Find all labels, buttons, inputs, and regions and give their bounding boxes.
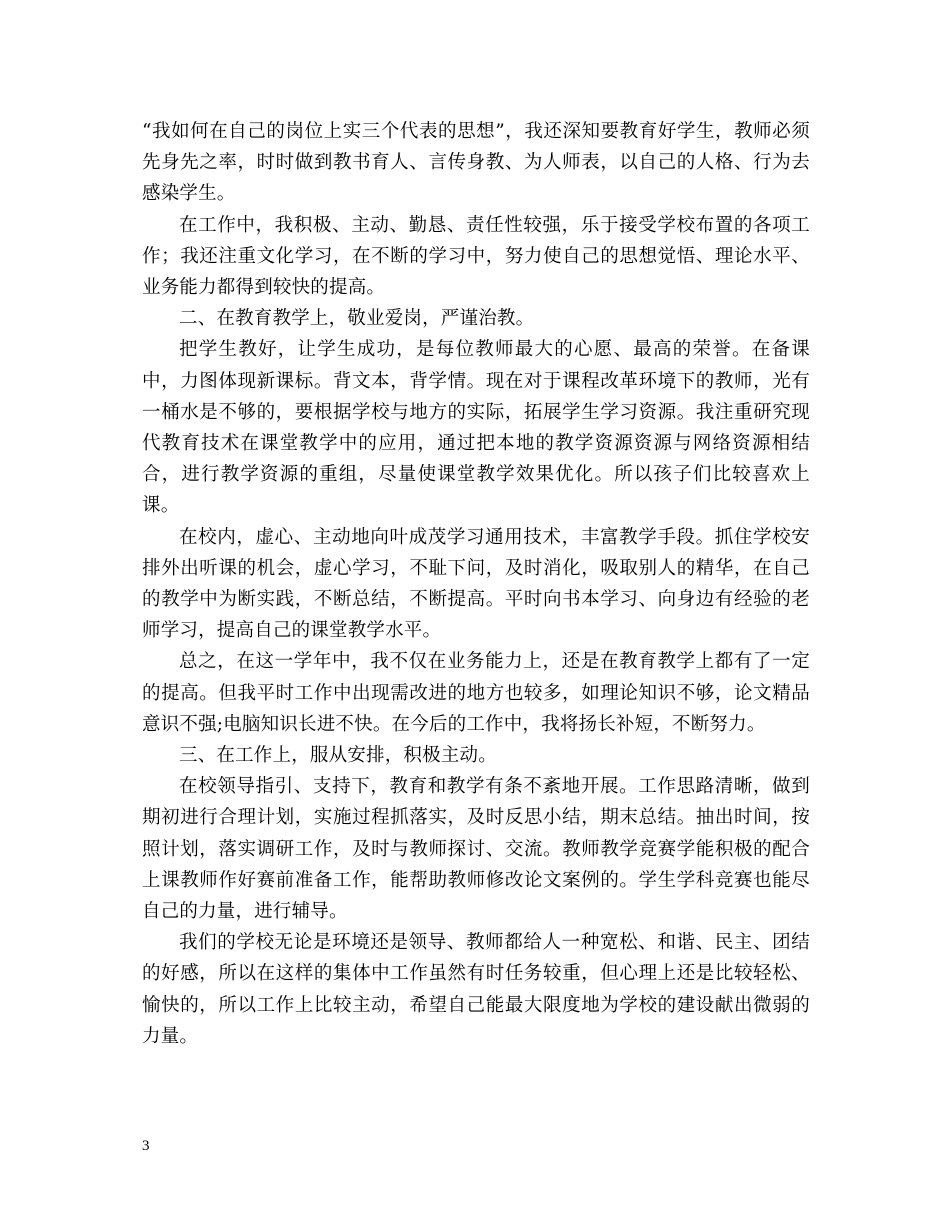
section-heading-work: 三、在工作上，服从安排，积极主动。 [179, 745, 497, 767]
paragraph-summary: 总之，在这一学年中，我不仅在业务能力上，还是在教育教学上都有了一定的提高。但我平时工作中出现需改进的地方也较多，如理论知识不够，论文精品意识不强;电脑知识长进不快。在今后的工作中，我将扬长补短，不断努力。 [142, 651, 810, 735]
paragraph-continuation: “我如何在自己的岗位上实三个代表的思想”，我还深知要教育好学生，教师必须先身先之率，时时做到教书育人、言传身教、为人师表，以自己的人格、行为去感染学生。 [142, 121, 810, 205]
page-number: 3 [142, 1138, 150, 1154]
body-text [142, 116, 810, 1052]
paragraph-school-environment: 我们的学校无论是环境还是领导、教师都给人一种宽松、和谐、民主、团结的好感，所以在这样的集体中工作虽然有时任务较重，但心理上还是比较轻松、愉快的，所以工作上比较主动，希望自己能最大限度地为学校的建设献出微弱的力量。 [142, 932, 810, 1047]
paragraph-teaching-goals: 把学生教好，让学生成功，是每位教师最大的心愿、最高的荣誉。在备课中，力图体现新课标。背文本，背学情。现在对于课程改革环境下的教师，光有一桶水是不够的，要根据学校与地方的实际，拓展学生学习资源。我注重研究现代教育技术在课堂教学中的应用，通过把本地的教学资源资源与网络资源相结合，进行教学资源的重组，尽量使课堂教学效果优化。所以孩子们比较喜欢上课。 [142, 339, 810, 517]
paragraph-learning: 在校内，虚心、主动地向叶成茂学习通用技术，丰富教学手段。抓住学校安排外出听课的机会，虚心学习，不耻下问，及时消化，吸取别人的精华，在自己的教学中为断实践，不断总结，不断提高。平时向书本学习、向身边有经验的老师学习，提高自己的课堂教学水平。 [142, 526, 810, 642]
paragraph-work-attitude: 在工作中，我积极、主动、勤恳、责任性较强，乐于接受学校布置的各项工作；我还注重文化学习，在不断的学习中，努力使自己的思想觉悟、理论水平、业务能力都得到较快的提高。 [142, 214, 810, 299]
section-heading-teaching: 二、在教育教学上，敬业爱岗，严谨治教。 [179, 308, 535, 330]
paragraph-work-plan: 在校领导指引、支持下，教育和教学有条不紊地开展。工作思路清晰，做到期初进行合理计划，实施过程抓落实，及时反思小结，期末总结。抽出时间，按照计划，落实调研工作，及时与教师探讨、交流。教师教学竞赛学能积极的配合上课教师作好赛前准备工作，能帮助教师修改论文案例的。学生学科竞赛也能尽自己的力量，进行辅导。 [142, 776, 810, 923]
